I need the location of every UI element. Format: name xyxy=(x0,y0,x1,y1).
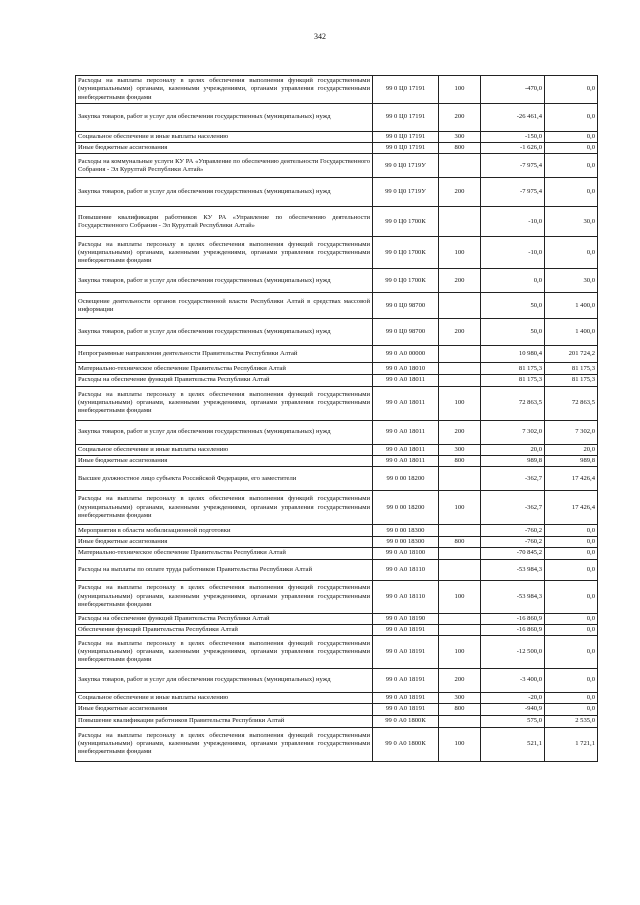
target-code-cell: 99 0 А0 18011 xyxy=(373,420,439,444)
expense-name-cell: Повышение квалификации работников Правительства Республики Алтай xyxy=(76,715,373,727)
target-code-cell: 99 0 Ц0 98700 xyxy=(373,319,439,346)
amount-change-cell: -760,2 xyxy=(481,525,545,537)
expense-type-cell: 100 xyxy=(439,727,481,761)
amount-change-cell: -362,7 xyxy=(481,491,545,525)
amount-total-cell: 1 400,0 xyxy=(545,293,598,319)
table-row xyxy=(76,715,598,727)
target-code-cell: 99 0 А0 18191 xyxy=(373,669,439,693)
amount-total-cell: 0,0 xyxy=(545,154,598,178)
expense-type-cell: 800 xyxy=(439,455,481,466)
table-row xyxy=(76,444,598,455)
expense-name-cell: Закупка товаров, работ и услуг для обеспечения государственных (муниципальных) нужд xyxy=(76,178,373,207)
target-code-cell: 99 0 А0 18191 xyxy=(373,704,439,715)
amount-total-cell: 81 175,3 xyxy=(545,363,598,375)
expense-name-cell: Расходы на выплаты по оплате труда работников Правительства Республики Алтай xyxy=(76,559,373,580)
table-row xyxy=(76,559,598,580)
amount-change-cell: 0,0 xyxy=(481,269,545,293)
table-row xyxy=(76,704,598,715)
amount-total-cell: 0,0 xyxy=(545,548,598,559)
target-code-cell: 99 0 А0 18011 xyxy=(373,386,439,420)
amount-total-cell: 0,0 xyxy=(545,178,598,207)
expense-type-cell: 200 xyxy=(439,269,481,293)
amount-change-cell: 7 302,0 xyxy=(481,420,545,444)
expense-name-cell: Расходы на выплаты персоналу в целях обеспечения выполнения функций государственными (муниципальными) органами, казенными учреждениями, органами управления государственными внебюджетными фондами xyxy=(76,636,373,669)
expense-type-cell: 300 xyxy=(439,444,481,455)
amount-change-cell: 81 175,3 xyxy=(481,375,545,386)
expense-type-cell xyxy=(439,525,481,537)
expense-type-cell: 200 xyxy=(439,104,481,132)
expense-name-cell: Расходы на выплаты персоналу в целях обеспечения выполнения функций государственными (муниципальными) органами, казенными учреждениями, органами управления государственными внебюджетными фондами xyxy=(76,491,373,525)
amount-total-cell: 30,0 xyxy=(545,269,598,293)
expense-type-cell: 200 xyxy=(439,178,481,207)
table-row xyxy=(76,467,598,491)
expense-type-cell xyxy=(439,375,481,386)
table-row xyxy=(76,319,598,346)
amount-change-cell: 72 863,5 xyxy=(481,386,545,420)
expense-name-cell: Иные бюджетные ассигнования xyxy=(76,143,373,154)
expense-type-cell: 800 xyxy=(439,704,481,715)
amount-change-cell: -20,0 xyxy=(481,693,545,704)
amount-change-cell: 575,0 xyxy=(481,715,545,727)
amount-change-cell: -940,9 xyxy=(481,704,545,715)
expense-type-cell xyxy=(439,548,481,559)
table-row xyxy=(76,669,598,693)
expense-name-cell: Материально-техническое обеспечение Правительства Республики Алтай xyxy=(76,363,373,375)
expense-name-cell: Материально-техническое обеспечение Правительства Республики Алтай xyxy=(76,548,373,559)
table-row xyxy=(76,104,598,132)
table-row xyxy=(76,346,598,363)
amount-change-cell: 989,8 xyxy=(481,455,545,466)
amount-total-cell: 0,0 xyxy=(545,559,598,580)
target-code-cell: 99 0 А0 1800К xyxy=(373,715,439,727)
amount-change-cell: -10,0 xyxy=(481,237,545,269)
table-row xyxy=(76,693,598,704)
target-code-cell: 99 0 00 18300 xyxy=(373,537,439,548)
amount-change-cell: 20,0 xyxy=(481,444,545,455)
expense-name-cell: Закупка товаров, работ и услуг для обеспечения государственных (муниципальных) нужд xyxy=(76,319,373,346)
expense-name-cell: Закупка товаров, работ и услуг для обеспечения государственных (муниципальных) нужд xyxy=(76,104,373,132)
target-code-cell: 99 0 Ц0 1700К xyxy=(373,237,439,269)
target-code-cell: 99 0 00 18300 xyxy=(373,525,439,537)
expense-name-cell: Социальное обеспечение и иные выплаты населению xyxy=(76,693,373,704)
amount-change-cell: -470,0 xyxy=(481,76,545,104)
target-code-cell: 99 0 Ц0 17191 xyxy=(373,76,439,104)
target-code-cell: 99 0 А0 18191 xyxy=(373,636,439,669)
target-code-cell: 99 0 00 18200 xyxy=(373,467,439,491)
expense-type-cell: 100 xyxy=(439,636,481,669)
table-row xyxy=(76,207,598,237)
amount-total-cell: 0,0 xyxy=(545,104,598,132)
table-row xyxy=(76,363,598,375)
table-row xyxy=(76,525,598,537)
amount-change-cell: 81 175,3 xyxy=(481,363,545,375)
expense-name-cell: Закупка товаров, работ и услуг для обеспечения государственных (муниципальных) нужд xyxy=(76,420,373,444)
amount-change-cell: -362,7 xyxy=(481,467,545,491)
expense-name-cell: Расходы на выплаты персоналу в целях обеспечения выполнения функций государственными (муниципальными) органами, казенными учреждениями, органами управления государственными внебюджетными фондами xyxy=(76,76,373,104)
table-row xyxy=(76,727,598,761)
expense-name-cell: Высшее должностное лицо субъекта Российской Федерации, его заместители xyxy=(76,467,373,491)
target-code-cell: 99 0 А0 18010 xyxy=(373,363,439,375)
expense-type-cell xyxy=(439,613,481,624)
amount-total-cell: 0,0 xyxy=(545,537,598,548)
expense-name-cell: Иные бюджетные ассигнования xyxy=(76,455,373,466)
target-code-cell: 99 0 00 18200 xyxy=(373,491,439,525)
expense-name-cell: Непрограммные направления деятельности Правительства Республики Алтай xyxy=(76,346,373,363)
amount-total-cell: 2 535,0 xyxy=(545,715,598,727)
amount-change-cell: 50,0 xyxy=(481,293,545,319)
expense-type-cell: 100 xyxy=(439,237,481,269)
table-row xyxy=(76,143,598,154)
expense-type-cell xyxy=(439,154,481,178)
target-code-cell: 99 0 А0 18191 xyxy=(373,624,439,635)
target-code-cell: 99 0 А0 18011 xyxy=(373,455,439,466)
amount-total-cell: 989,8 xyxy=(545,455,598,466)
amount-change-cell: -1 626,0 xyxy=(481,143,545,154)
amount-total-cell: 1 400,0 xyxy=(545,319,598,346)
target-code-cell: 99 0 А0 18110 xyxy=(373,559,439,580)
amount-total-cell: 0,0 xyxy=(545,143,598,154)
amount-change-cell: -53 984,3 xyxy=(481,559,545,580)
table-row xyxy=(76,455,598,466)
expense-name-cell: Расходы на выплаты персоналу в целях обеспечения выполнения функций государственными (муниципальными) органами, казенными учреждениями, органами управления государственными внебюджетными фондами xyxy=(76,237,373,269)
expense-type-cell: 800 xyxy=(439,537,481,548)
budget-table-body xyxy=(76,76,598,762)
amount-total-cell: 0,0 xyxy=(545,636,598,669)
amount-change-cell: -53 984,3 xyxy=(481,580,545,613)
amount-total-cell: 0,0 xyxy=(545,525,598,537)
target-code-cell: 99 0 А0 00000 xyxy=(373,346,439,363)
target-code-cell: 99 0 А0 18011 xyxy=(373,375,439,386)
expense-type-cell: 200 xyxy=(439,669,481,693)
target-code-cell: 99 0 Ц0 1719У xyxy=(373,178,439,207)
amount-total-cell: 0,0 xyxy=(545,613,598,624)
amount-total-cell: 72 863,5 xyxy=(545,386,598,420)
expense-name-cell: Мероприятия в области мобилизационной подготовки xyxy=(76,525,373,537)
expense-type-cell xyxy=(439,207,481,237)
expense-name-cell: Повышение квалификации работников КУ РА «Управление по обеспечению деятельности Государственного Собрания - Эл Курултай Республики Алтай» xyxy=(76,207,373,237)
table-row xyxy=(76,580,598,613)
amount-change-cell: -10,0 xyxy=(481,207,545,237)
target-code-cell: 99 0 А0 18100 xyxy=(373,548,439,559)
table-row xyxy=(76,293,598,319)
table-row xyxy=(76,548,598,559)
expense-type-cell: 800 xyxy=(439,143,481,154)
amount-total-cell: 0,0 xyxy=(545,704,598,715)
table-row xyxy=(76,624,598,635)
amount-change-cell: -12 500,0 xyxy=(481,636,545,669)
target-code-cell: 99 0 А0 18110 xyxy=(373,580,439,613)
target-code-cell: 99 0 Ц0 17191 xyxy=(373,143,439,154)
expense-type-cell xyxy=(439,559,481,580)
amount-change-cell: -26 461,4 xyxy=(481,104,545,132)
expense-type-cell: 200 xyxy=(439,420,481,444)
expense-type-cell: 300 xyxy=(439,132,481,143)
amount-total-cell: 0,0 xyxy=(545,669,598,693)
amount-total-cell: 0,0 xyxy=(545,132,598,143)
expense-type-cell xyxy=(439,293,481,319)
expense-type-cell xyxy=(439,346,481,363)
table-row xyxy=(76,537,598,548)
expense-name-cell: Расходы на выплаты персоналу в целях обеспечения выполнения функций государственными (муниципальными) органами, казенными учреждениями, органами управления государственными внебюджетными фондами xyxy=(76,580,373,613)
amount-change-cell: -7 975,4 xyxy=(481,154,545,178)
amount-total-cell: 17 426,4 xyxy=(545,491,598,525)
expense-type-cell xyxy=(439,624,481,635)
expense-name-cell: Расходы на обеспечение функций Правительства Республики Алтай xyxy=(76,613,373,624)
expense-type-cell: 100 xyxy=(439,76,481,104)
amount-change-cell: -16 860,9 xyxy=(481,624,545,635)
table-row xyxy=(76,178,598,207)
table-row xyxy=(76,237,598,269)
expense-name-cell: Расходы на выплаты персоналу в целях обеспечения выполнения функций государственными (муниципальными) органами, казенными учреждениями, органами управления государственными внебюджетными фондами xyxy=(76,727,373,761)
amount-change-cell: -3 400,0 xyxy=(481,669,545,693)
amount-total-cell: 0,0 xyxy=(545,580,598,613)
expense-type-cell: 200 xyxy=(439,319,481,346)
amount-change-cell: 521,1 xyxy=(481,727,545,761)
expense-name-cell: Закупка товаров, работ и услуг для обеспечения государственных (муниципальных) нужд xyxy=(76,669,373,693)
expense-type-cell: 300 xyxy=(439,693,481,704)
expense-name-cell: Закупка товаров, работ и услуг для обеспечения государственных (муниципальных) нужд xyxy=(76,269,373,293)
amount-total-cell: 81 175,3 xyxy=(545,375,598,386)
expense-type-cell xyxy=(439,715,481,727)
expense-name-cell: Освещение деятельности органов государственной власти Республики Алтай в средствах массовой информации xyxy=(76,293,373,319)
expense-type-cell: 100 xyxy=(439,386,481,420)
expense-name-cell: Социальное обеспечение и иные выплаты населению xyxy=(76,132,373,143)
target-code-cell: 99 0 Ц0 1700К xyxy=(373,207,439,237)
amount-total-cell: 201 724,2 xyxy=(545,346,598,363)
amount-change-cell: 50,0 xyxy=(481,319,545,346)
amount-total-cell: 0,0 xyxy=(545,237,598,269)
table-row xyxy=(76,613,598,624)
table-row xyxy=(76,420,598,444)
expense-type-cell: 100 xyxy=(439,580,481,613)
table-row xyxy=(76,386,598,420)
target-code-cell: 99 0 А0 18011 xyxy=(373,444,439,455)
amount-total-cell: 0,0 xyxy=(545,693,598,704)
target-code-cell: 99 0 Ц0 1700К xyxy=(373,269,439,293)
target-code-cell: 99 0 А0 18191 xyxy=(373,693,439,704)
amount-change-cell: -7 975,4 xyxy=(481,178,545,207)
amount-change-cell: -760,2 xyxy=(481,537,545,548)
expense-name-cell: Социальное обеспечение и иные выплаты населению xyxy=(76,444,373,455)
budget-table xyxy=(75,75,598,762)
table-row xyxy=(76,154,598,178)
table-row xyxy=(76,636,598,669)
expense-type-cell: 100 xyxy=(439,491,481,525)
amount-total-cell: 0,0 xyxy=(545,76,598,104)
expense-type-cell xyxy=(439,363,481,375)
target-code-cell: 99 0 Ц0 17191 xyxy=(373,132,439,143)
table-row xyxy=(76,375,598,386)
expense-type-cell xyxy=(439,467,481,491)
target-code-cell: 99 0 Ц0 1719У xyxy=(373,154,439,178)
table-row xyxy=(76,269,598,293)
amount-total-cell: 30,0 xyxy=(545,207,598,237)
table-row xyxy=(76,491,598,525)
expense-name-cell: Расходы на выплаты персоналу в целях обеспечения выполнения функций государственными (муниципальными) органами, казенными учреждениями, органами управления государственными внебюджетными фондами xyxy=(76,386,373,420)
page-number: 342 xyxy=(314,32,326,41)
expense-name-cell: Обеспечение функций Правительства Республики Алтай xyxy=(76,624,373,635)
amount-change-cell: -16 860,9 xyxy=(481,613,545,624)
table-row xyxy=(76,132,598,143)
amount-change-cell: 10 980,4 xyxy=(481,346,545,363)
amount-total-cell: 7 302,0 xyxy=(545,420,598,444)
amount-change-cell: -70 845,2 xyxy=(481,548,545,559)
target-code-cell: 99 0 А0 1800К xyxy=(373,727,439,761)
amount-total-cell: 0,0 xyxy=(545,624,598,635)
expense-name-cell: Расходы на обеспечение функций Правительства Республики Алтай xyxy=(76,375,373,386)
table-row xyxy=(76,76,598,104)
target-code-cell: 99 0 Ц0 98700 xyxy=(373,293,439,319)
amount-total-cell: 1 721,1 xyxy=(545,727,598,761)
amount-total-cell: 17 426,4 xyxy=(545,467,598,491)
expense-name-cell: Расходы на коммунальные услуги КУ РА «Управление по обеспечению деятельности Государственного Собрания - Эл Курултай Республики Алтай» xyxy=(76,154,373,178)
amount-change-cell: -150,0 xyxy=(481,132,545,143)
expense-name-cell: Иные бюджетные ассигнования xyxy=(76,537,373,548)
target-code-cell: 99 0 А0 18190 xyxy=(373,613,439,624)
expense-name-cell: Иные бюджетные ассигнования xyxy=(76,704,373,715)
amount-total-cell: 20,0 xyxy=(545,444,598,455)
target-code-cell: 99 0 Ц0 17191 xyxy=(373,104,439,132)
